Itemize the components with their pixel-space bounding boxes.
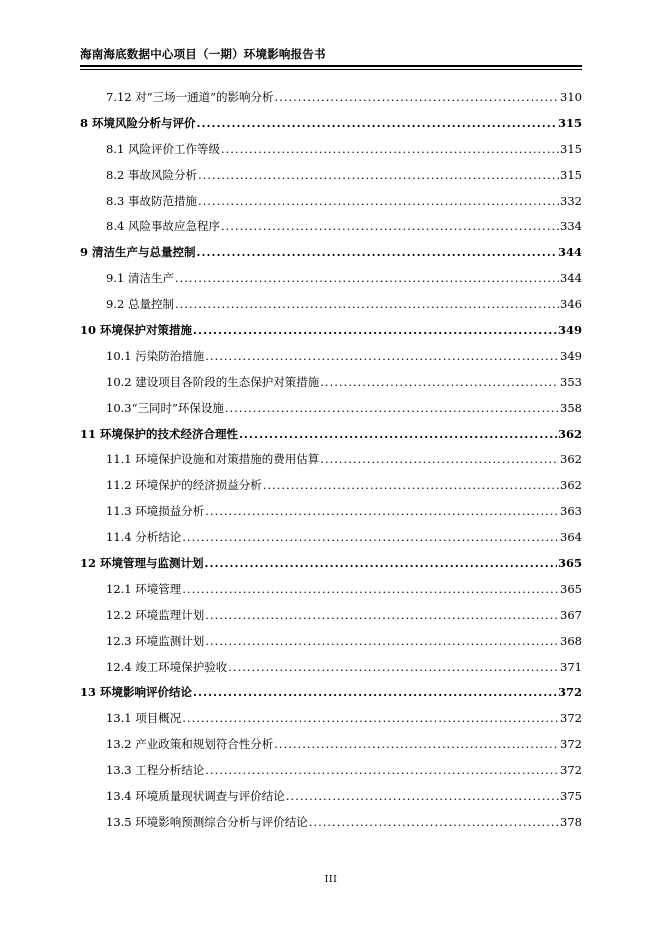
toc-section-entry[interactable]	[80, 758, 582, 784]
toc-entry-page: 365	[560, 581, 582, 596]
toc-entry-page: 364	[560, 530, 582, 545]
toc-dot-leader	[182, 525, 559, 551]
toc-section-entry[interactable]	[80, 137, 582, 163]
toc-entry-label: 12.2 环境监理计划	[106, 607, 205, 622]
toc-entry-page: 353	[560, 374, 582, 389]
header-rule-thin	[80, 69, 582, 70]
toc-dot-leader	[197, 111, 557, 137]
toc-entry-label: 10 环境保护对策措施	[80, 323, 193, 338]
toc-section-entry[interactable]	[80, 189, 582, 215]
toc-entry-label: 8.1 风险评价工作等级	[106, 141, 220, 156]
toc-entry-label: 7.12 对“三场一通道”的影响分析	[106, 90, 274, 104]
toc-dot-leader	[197, 240, 557, 266]
toc-dot-leader	[320, 447, 559, 473]
toc-entry-page: 362	[560, 452, 582, 467]
toc-dot-leader	[182, 706, 559, 732]
toc-dot-leader	[225, 396, 559, 422]
toc-entry-label: 8 环境风险分析与评价	[80, 115, 196, 130]
toc-entry-page: 315	[560, 141, 582, 156]
toc-section-entry[interactable]	[80, 396, 582, 422]
toc-dot-leader	[275, 85, 560, 111]
toc-section-entry[interactable]	[80, 577, 582, 603]
toc-entry-label: 13 环境影响评价结论	[80, 685, 193, 700]
toc-chapter-entry[interactable]	[80, 680, 582, 706]
toc-entry-label: 10.3“三同时”环保设施	[106, 400, 224, 415]
toc-entry-page: 344	[557, 245, 582, 260]
toc-section-entry[interactable]	[80, 447, 582, 473]
toc-entry-page: 375	[560, 789, 582, 804]
table-of-contents	[80, 85, 582, 836]
toc-entry-label: 12.1 环境管理	[106, 581, 182, 596]
toc-chapter-entry[interactable]	[80, 551, 582, 577]
toc-entry-label: 8.4 风险事故应急程序	[106, 219, 220, 234]
toc-entry-label: 13.2 产业政策和规划符合性分析	[106, 737, 274, 752]
toc-section-entry[interactable]	[80, 163, 582, 189]
toc-entry-page: 372	[560, 737, 582, 752]
toc-section-entry[interactable]	[80, 292, 582, 318]
toc-chapter-entry[interactable]	[80, 111, 582, 137]
toc-dot-leader	[175, 292, 559, 318]
toc-entry-label: 10.1 污染防治措施	[106, 348, 205, 363]
toc-entry-label: 11.4 分析结论	[106, 530, 182, 545]
toc-dot-leader	[228, 655, 559, 681]
toc-entry-label: 13.4 环境质量现状调查与评价结论	[106, 789, 285, 804]
toc-entry-page: 372	[560, 763, 582, 778]
toc-entry-label: 9.1 清洁生产	[106, 271, 174, 286]
toc-entry-page: 315	[560, 167, 582, 182]
toc-entry-label: 8.2 事故风险分析	[106, 167, 197, 182]
page-number: III	[324, 874, 338, 885]
toc-section-entry[interactable]	[80, 525, 582, 551]
toc-entry-page: 365	[557, 556, 582, 571]
toc-entry-page: 368	[560, 633, 582, 648]
toc-section-entry[interactable]	[80, 85, 582, 111]
toc-dot-leader	[193, 318, 557, 344]
toc-dot-leader	[286, 784, 559, 810]
toc-entry-label: 9.2 总量控制	[106, 297, 174, 312]
toc-section-entry[interactable]	[80, 344, 582, 370]
toc-section-entry[interactable]	[80, 784, 582, 810]
toc-dot-leader	[198, 163, 559, 189]
toc-entry-page: 371	[560, 659, 582, 674]
toc-dot-leader	[239, 422, 557, 448]
toc-dot-leader	[205, 344, 559, 370]
toc-dot-leader	[175, 266, 559, 292]
toc-section-entry[interactable]	[80, 214, 582, 240]
toc-entry-label: 8.3 事故防范措施	[106, 193, 197, 208]
toc-entry-page: 363	[560, 504, 582, 519]
toc-entry-page: 310	[560, 90, 582, 104]
toc-chapter-entry[interactable]	[80, 422, 582, 448]
toc-entry-page: 349	[557, 323, 582, 338]
toc-entry-label: 12.4 竣工环境保护验收	[106, 659, 228, 674]
toc-section-entry[interactable]	[80, 629, 582, 655]
toc-dot-leader	[320, 370, 559, 396]
toc-dot-leader	[205, 499, 559, 525]
toc-section-entry[interactable]	[80, 706, 582, 732]
toc-entry-page: 332	[560, 193, 582, 208]
toc-dot-leader	[221, 214, 559, 240]
toc-dot-leader	[205, 629, 559, 655]
toc-entry-page: 362	[560, 478, 582, 493]
toc-entry-label: 10.2 建设项目各阶段的生态保护对策措施	[106, 374, 320, 389]
toc-entry-label: 9 清洁生产与总量控制	[80, 245, 196, 260]
toc-chapter-entry[interactable]	[80, 240, 582, 266]
toc-entry-label: 13.3 工程分析结论	[106, 763, 205, 778]
toc-dot-leader	[193, 680, 557, 706]
toc-dot-leader	[263, 473, 559, 499]
toc-entry-page: 344	[560, 271, 582, 286]
toc-section-entry[interactable]	[80, 499, 582, 525]
toc-chapter-entry[interactable]	[80, 318, 582, 344]
toc-entry-label: 13.1 项目概况	[106, 711, 182, 726]
toc-entry-page: 349	[560, 348, 582, 363]
toc-entry-label: 13.5 环境影响预测综合分析与评价结论	[106, 814, 308, 829]
toc-section-entry[interactable]	[80, 370, 582, 396]
toc-entry-page: 358	[560, 400, 582, 415]
header-rule-thick	[80, 65, 582, 67]
toc-entry-page: 372	[557, 685, 582, 700]
toc-section-entry[interactable]	[80, 266, 582, 292]
toc-entry-label: 11.3 环境损益分析	[106, 504, 205, 519]
toc-dot-leader	[182, 577, 559, 603]
toc-entry-label: 12 环境管理与监测计划	[80, 556, 204, 571]
toc-entry-label: 11 环境保护的技术经济合理性	[80, 426, 239, 441]
toc-section-entry[interactable]	[80, 810, 582, 836]
document-header-title: 海南海底数据中心项目（一期）环境影响报告书	[80, 47, 326, 61]
toc-section-entry[interactable]	[80, 732, 582, 758]
toc-entry-page: 346	[560, 297, 582, 312]
toc-dot-leader	[309, 810, 559, 836]
toc-dot-leader	[205, 551, 557, 577]
toc-entry-page: 372	[560, 711, 582, 726]
toc-dot-leader	[221, 137, 559, 163]
toc-section-entry[interactable]	[80, 655, 582, 681]
toc-dot-leader	[205, 603, 559, 629]
toc-dot-leader	[198, 189, 559, 215]
toc-section-entry[interactable]	[80, 603, 582, 629]
toc-section-entry[interactable]	[80, 473, 582, 499]
toc-entry-label: 12.3 环境监测计划	[106, 633, 205, 648]
toc-entry-page: 367	[560, 607, 582, 622]
toc-entry-page: 362	[557, 426, 582, 441]
toc-entry-page: 315	[557, 115, 582, 130]
toc-entry-label: 11.2 环境保护的经济损益分析	[106, 478, 262, 493]
toc-dot-leader	[205, 758, 559, 784]
toc-dot-leader	[274, 732, 559, 758]
toc-entry-page: 378	[560, 814, 582, 829]
toc-entry-label: 11.1 环境保护设施和对策措施的费用估算	[106, 452, 320, 467]
toc-entry-page: 334	[560, 219, 582, 234]
